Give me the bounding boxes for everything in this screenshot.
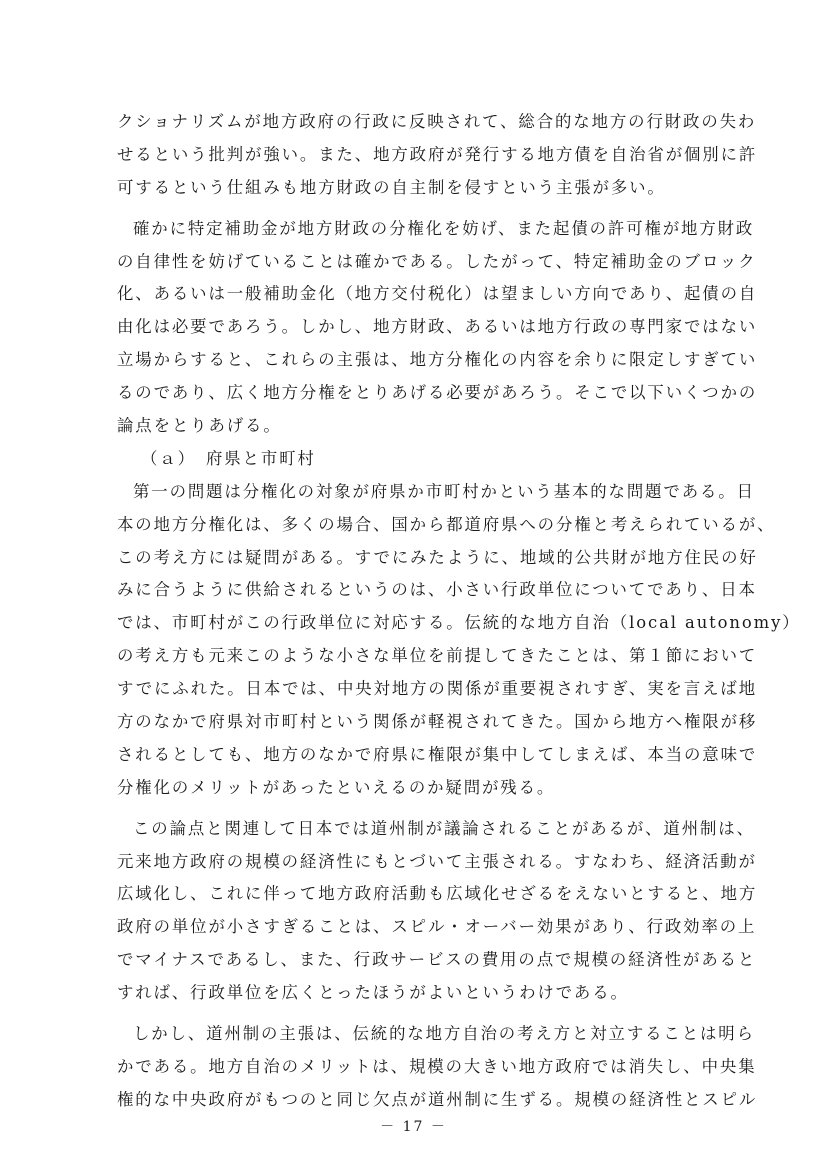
- text-line: 可するという仕組みも地方財政の自主制を侵すという主張が多い。: [117, 177, 666, 197]
- body-text: [117, 106, 801, 1117]
- text-line: この論点と関連して日本では道州制が議論されることがあるが、道州制は、: [133, 818, 755, 838]
- text-line: の自律性を妨げていることは確かである。したがって、特定補助金のブロック: [117, 251, 757, 271]
- text-line: 立場からすると、これらの主張は、地方分権化の内容を余りに限定しすぎてい: [117, 350, 758, 370]
- text-line: 分権化のメリットがあったといえるのか疑問が残る。: [117, 777, 556, 797]
- text-line: 政府の単位が小さすぎることは、スピル・オーバー効果があり、行政効率の上: [117, 917, 757, 937]
- paragraph: [117, 213, 758, 443]
- text-line: 元来地方政府の規模の経済性にもとづいて主張される。すなわち、経済活動が: [117, 851, 757, 871]
- paragraph: [117, 813, 758, 1010]
- text-line: 方のなかで府県対市町村という関係が軽視されてきた。国から地方へ権限が移: [117, 712, 758, 732]
- text-line: るのであり、広く地方分権をとりあげる必要があろう。そこで以下いくつかの: [117, 383, 758, 403]
- text-line: 確かに特定補助金が地方財政の分権化を妨げ、また起債の許可権が地方財政: [133, 218, 755, 238]
- section-heading: （ａ） 府県と市町村: [141, 448, 316, 468]
- text-line: すれば、行政単位を広くとったほうがよいというわけである。: [117, 983, 629, 1003]
- paragraph: [117, 476, 801, 805]
- page-number: － 17 －: [380, 1119, 447, 1135]
- text-line: の考え方も元来このような小さな単位を前提してきたことは、第１節において: [117, 646, 758, 666]
- text-line: 化、あるいは一般補助金化（地方交付税化）は望ましい方向であり、起債の自: [117, 284, 758, 304]
- paragraph: [117, 1018, 758, 1117]
- paragraph: [117, 106, 758, 205]
- text-line: でマイナスであるし、また、行政サービスの費用の点で規模の経済性があると: [117, 950, 757, 970]
- text-line: 由化は必要であろう。しかし、地方財政、あるいは地方行政の専門家ではない: [117, 317, 758, 337]
- text-line: この考え方には疑問がある。すでにみたように、地域的公共財が地方住民の好: [117, 547, 758, 567]
- text-line: 本の地方分権化は、多くの場合、国から都道府県への分権と考えられているが、: [117, 514, 776, 534]
- text-line: 広域化し、これに伴って地方政府活動も広域化せざるをえないとすると、地方: [117, 884, 758, 904]
- text-line: 論点をとりあげる。: [117, 416, 282, 436]
- text-line: 権的な中央政府がもつのと同じ欠点が道州制に生ずる。規模の経済性とスピル: [117, 1089, 758, 1109]
- text-line: 第一の問題は分権化の対象が府県か市町村かという基本的な問題である。日: [133, 481, 755, 501]
- text-line: せるという批判が強い。また、地方政府が発行する地方債を自治省が個別に許: [117, 144, 758, 164]
- text-line: では、市町村がこの行政単位に対応する。伝統的な地方自治（local autonomy）: [117, 613, 801, 633]
- text-line: かである。地方自治のメリットは、規模の大きい地方政府では消失し、中央集: [117, 1056, 757, 1076]
- text-line: されるとしても、地方のなかで府県に権限が集中してしまえば、本当の意味で: [117, 744, 758, 764]
- text-line: クショナリズムが地方政府の行政に反映されて、総合的な地方の行財政の失わ: [117, 112, 757, 131]
- text-line: すでにふれた。日本では、中央対地方の関係が重要視されすぎ、実を言えば地: [117, 679, 758, 699]
- text-line: みに合うように供給されるというのは、小さい行政単位についてであり、日本: [117, 580, 757, 600]
- text-line: しかし、道州制の主張は、伝統的な地方自治の考え方と対立することは明ら: [133, 1024, 755, 1044]
